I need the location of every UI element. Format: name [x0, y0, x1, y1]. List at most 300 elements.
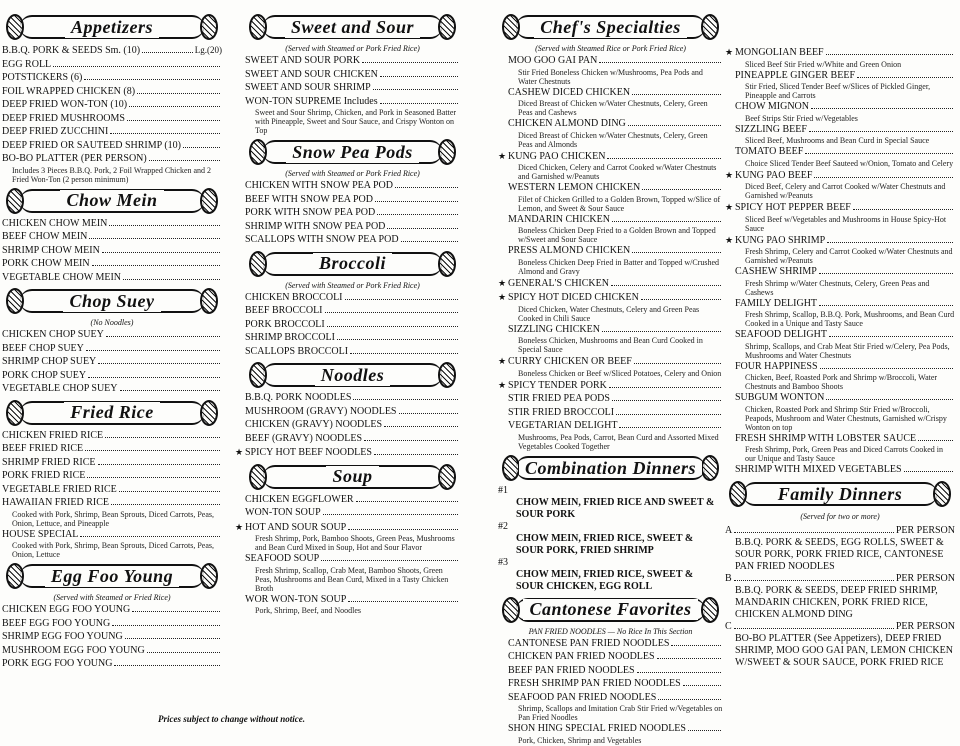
menu-item-name: SUBGUM WONTON: [735, 392, 825, 403]
menu-item-name: SPICY HOT DICED CHICKEN: [508, 292, 639, 303]
family-label: C: [725, 620, 732, 632]
menu-item-name: PORK FRIED RICE: [2, 470, 86, 481]
menu-item: [2, 383, 222, 396]
section-banner: [4, 561, 220, 591]
menu-section: [2, 561, 222, 671]
section-banner: [500, 595, 721, 625]
dot-leader: [356, 495, 458, 502]
menu-item-name: B.B.Q. PORK & SEEDS Sm. (10): [2, 45, 141, 56]
menu-item: [245, 55, 460, 68]
menu-section: [2, 286, 222, 396]
dot-leader: [125, 632, 220, 639]
ornament-right-icon: [438, 464, 456, 490]
menu-item: [245, 82, 460, 95]
price-footnote: Prices subject to change without notice.: [158, 714, 306, 724]
menu-item-row: [2, 231, 222, 244]
menu-item: [2, 44, 222, 58]
menu-section: [2, 12, 222, 184]
menu-item-row: [2, 126, 222, 139]
menu-item-row: [735, 146, 955, 159]
menu-item-name: SWEET AND SOUR SHRIMP: [245, 82, 371, 93]
column-1: [2, 10, 222, 672]
menu-item-row: [735, 70, 955, 83]
menu-item: [245, 305, 460, 318]
ornament-right-icon: [438, 14, 456, 40]
section-title: Snow Pea Pods: [286, 142, 419, 163]
dot-leader: [98, 357, 220, 364]
menu-item: [245, 180, 460, 193]
menu-item: [2, 272, 222, 285]
menu-item: [725, 433, 955, 464]
menu-item-row: [498, 379, 723, 393]
menu-item-name: CHICKEN CHOP SUEY: [2, 329, 104, 340]
menu-item-name: SHRIMP WITH MIXED VEGETABLES: [735, 464, 902, 475]
menu-item-description: Fresh Shrimp, Pork, Bamboo Shoots, Green Peas, Mushrooms and Bean Curd Mixed in Soup, Hot and Sour Flavor: [255, 534, 455, 552]
section-banner: [4, 398, 220, 428]
menu-item-name: SHRIMP EGG FOO YOUNG: [2, 631, 123, 642]
menu-item: [245, 194, 460, 207]
menu-item-row: [2, 356, 222, 369]
menu-item-row: [508, 182, 723, 195]
section-banner: [247, 12, 458, 42]
ornament-right-icon: [438, 139, 456, 165]
star-icon: ★: [498, 292, 507, 302]
menu-item-row: [245, 96, 460, 109]
menu-item-row: [2, 218, 222, 231]
menu-item-name: SHRIMP CHOP SUEY: [2, 356, 97, 367]
menu-item-row: [245, 494, 460, 507]
section-banner: [247, 249, 458, 279]
menu-item: [245, 96, 460, 136]
menu-item-name: WOR WON-TON SOUP: [245, 593, 347, 605]
dot-leader: [641, 293, 721, 300]
menu-item: [498, 407, 723, 420]
menu-item-row: [2, 430, 222, 443]
menu-item-row: [508, 723, 723, 736]
menu-item-name: CHICKEN ALMOND DING: [508, 118, 626, 129]
menu-item: [498, 324, 723, 355]
dot-leader: [147, 646, 220, 653]
menu-item-name: PORK CHOP SUEY: [2, 369, 87, 381]
star-icon: ★: [725, 234, 734, 245]
menu-item: [245, 553, 460, 593]
dot-leader: [110, 127, 220, 134]
dot-leader: [380, 70, 458, 77]
menu-item: [2, 658, 222, 671]
dot-leader: [609, 381, 721, 388]
menu-item-row: [508, 87, 723, 100]
menu-item-description: Shrimp, Scallops, and Crab Meat Stir Fried w/Celery, Pea Pods, Mushrooms and Water Chestnuts: [745, 341, 950, 360]
menu-item-row: [508, 665, 723, 678]
menu-item: [725, 266, 955, 297]
dot-leader: [364, 434, 458, 441]
section-banner: [4, 12, 220, 42]
menu-item-name: SCALLOPS WITH SNOW PEA POD: [245, 234, 399, 245]
dot-leader: [829, 330, 953, 337]
dot-leader: [183, 141, 220, 148]
dot-leader: [632, 88, 721, 95]
section-title: Broccoli: [313, 253, 392, 274]
menu-item: [245, 346, 460, 359]
menu-item-name: BO-BO PLATTER (PER PERSON): [2, 153, 147, 164]
menu-item-name: CHICKEN EGGFLOWER: [245, 493, 354, 505]
menu-item: [498, 277, 723, 291]
menu-item-description: Beef Strips Stir Fried w/Vegetables: [745, 113, 858, 123]
menu-item-row: [2, 245, 222, 258]
menu-item-description: Cooked with Pork, Shrimp, Bean Sprouts, Diced Carrots, Peas, Onion, Lettuce: [12, 541, 214, 559]
menu-item-name: SWEET AND SOUR PORK: [245, 55, 361, 66]
menu-item-description: Diced Beef, Celery and Carrot Cooked w/Water Chestnuts and Garnished w/Peanuts: [745, 182, 946, 200]
dot-leader: [384, 420, 458, 427]
menu-item-name: SHON HING SPECIAL FRIED NOODLES: [508, 723, 686, 734]
menu-item-description: Boneless Chicken, Mushrooms and Bean Curd Cooked in Special Sauce: [518, 336, 703, 354]
menu-item: [245, 406, 460, 419]
dot-leader: [634, 357, 721, 364]
dot-leader: [826, 393, 953, 400]
menu-item-row: [245, 319, 460, 332]
dot-leader: [820, 362, 953, 369]
menu-item-name: HOUSE SPECIAL: [2, 528, 79, 540]
menu-item-row: [508, 651, 723, 664]
dot-leader: [811, 102, 953, 109]
dot-leader: [734, 526, 894, 533]
menu-item-row: [735, 329, 955, 342]
menu-section: [245, 137, 460, 247]
dot-leader: [619, 421, 721, 428]
section-title: Chop Suey: [63, 291, 160, 312]
dot-leader: [323, 508, 458, 515]
menu-item: [498, 55, 723, 86]
star-icon: ★: [498, 356, 507, 366]
menu-item-name: KUNG PAO BEEF: [735, 169, 813, 181]
dot-leader: [132, 605, 220, 612]
menu-item-name: DEEP FRIED ZUCCHINI: [2, 126, 109, 137]
menu-item-description: Sliced Beef Stir Fried w/White and Green Onion: [745, 59, 902, 69]
menu-item: [2, 645, 222, 658]
menu-item-row: [2, 497, 222, 510]
menu-item-row: [735, 361, 955, 374]
menu-item: [235, 521, 460, 553]
menu-item-row: [725, 234, 955, 248]
menu-item-name: BEEF WITH SNOW PEA POD: [245, 193, 373, 205]
section-banner: [500, 453, 721, 483]
menu-item-row: [245, 305, 460, 318]
menu-item-name: DEEP FRIED MUSHROOMS: [2, 112, 125, 124]
star-icon: ★: [725, 202, 734, 212]
family-per-person: PER PERSON: [895, 620, 955, 632]
menu-item: [2, 631, 222, 644]
section-title: Chef's Specialties: [534, 17, 687, 38]
menu-section: [245, 12, 460, 135]
menu-item-name: SHRIMP BROCCOLI: [245, 332, 335, 343]
combination-value: CHOW MEIN, FRIED RICE, SWEET & SOUR CHICKEN, EGG ROLL: [516, 568, 694, 592]
menu-item: [245, 594, 460, 616]
menu-item-description: Shrimp, Scallops and Imitation Crab Stir Fried w/Vegetables on Pan Fried Noodles: [518, 704, 723, 722]
section-note: (No Noodles): [90, 318, 134, 327]
menu-item: [725, 169, 955, 201]
menu-item-description: Sliced Beef, Mushrooms and Bean Curd in Special Sauce: [745, 136, 930, 145]
section-note: (Served with Steamed Rice or Pork Fried Rice): [535, 44, 686, 53]
menu-item-name: STIR FRIED BROCCOLI: [508, 406, 615, 418]
menu-item: [498, 678, 723, 691]
menu-item-row: [245, 207, 460, 220]
dot-leader: [353, 393, 458, 400]
menu-item-row: [2, 343, 222, 356]
dot-leader: [826, 48, 953, 55]
menu-item-row: [2, 258, 222, 271]
menu-item-description: Sliced Beef w/Vegetables and Mushrooms in House Spicy-Hot Sauce: [745, 214, 947, 233]
menu-item-name: BEEF CHOW MEIN: [2, 231, 88, 242]
dot-leader: [819, 267, 953, 274]
menu-item-description: Mushrooms, Pea Pods, Carrot, Bean Curd and Assorted Mixed Vegetables Cooked Together: [518, 432, 719, 451]
ornament-right-icon: [200, 188, 218, 214]
menu-item-name: PORK BROCCOLI: [245, 318, 325, 330]
dot-leader: [602, 325, 721, 332]
section-note: (Served with Steamed or Pork Fried Rice): [285, 169, 420, 178]
dot-leader: [129, 100, 220, 107]
menu-item-description: Choice Sliced Tender Beef Sauteed w/Onion, Tomato and Celery: [745, 158, 954, 168]
menu-item: [245, 433, 460, 446]
menu-item-row: [2, 370, 222, 383]
menu-item-name: VEGETABLE FRIED RICE: [2, 483, 117, 495]
menu-item-description: Fresh Shrimp, Scallop, Crab Meat, Bamboo Shoots, Green Peas, Mushrooms and Bean Curd, Mixed in a Tasty Chicken Broth: [255, 565, 449, 593]
menu-item-name: VEGETARIAN DELIGHT: [508, 420, 618, 431]
section-note: PAN FRIED NOODLES — No Rice In This Section: [528, 626, 693, 636]
ornament-right-icon: [200, 563, 218, 589]
dot-leader: [85, 444, 220, 451]
star-icon: ★: [725, 47, 734, 57]
menu-item-row: [235, 446, 460, 460]
menu-item-name: CHICKEN EGG FOO YOUNG: [2, 604, 131, 615]
menu-item-name: SHRIMP CHOW MEIN: [2, 244, 100, 256]
menu-item: [725, 46, 955, 69]
menu-item-name: VEGETABLE CHOP SUEY: [2, 383, 118, 394]
menu-item-name: DEEP FRIED WON-TON (10): [2, 99, 128, 110]
menu-item-name: SEAFOOD DELIGHT: [735, 329, 827, 340]
menu-item: [2, 370, 222, 383]
dot-leader: [809, 125, 953, 132]
menu-item-name: FRESH SHRIMP PAN FRIED NOODLES: [508, 678, 681, 689]
menu-item-name: BEEF EGG FOO YOUNG: [2, 617, 111, 629]
menu-item-name: CHICKEN PAN FRIED NOODLES: [508, 651, 655, 662]
menu-item-row: [508, 324, 723, 337]
menu-item-row: [498, 150, 723, 164]
menu-item-name: CURRY CHICKEN OR BEEF: [508, 356, 632, 367]
dot-leader: [853, 203, 953, 210]
menu-item-name: MUSHROOM (GRAVY) NOODLES: [245, 405, 397, 417]
menu-item-row: [735, 392, 955, 405]
dot-leader: [375, 195, 458, 202]
menu-item-description: Includes 3 Pieces B.B.Q. Pork, 2 Foil Wrapped Chicken and 2 Fried Won-Ton (2 person minimum): [12, 165, 212, 184]
dot-leader: [337, 333, 458, 340]
menu-item-row: [2, 329, 222, 342]
menu-item-name: PORK EGG FOO YOUNG: [2, 658, 113, 669]
menu-section: [235, 360, 460, 460]
menu-item: [498, 214, 723, 245]
dot-leader: [607, 152, 721, 159]
menu-item: [245, 234, 460, 247]
combination-value: CHOW MEIN, FRIED RICE, SWEET & SOUR PORK, FRIED SHRIMP: [516, 532, 694, 556]
dot-leader: [657, 652, 721, 659]
menu-item-row: [245, 292, 460, 305]
menu-item: [725, 298, 955, 329]
menu-item-name: EGG ROLL: [2, 58, 52, 70]
menu-item: [498, 692, 723, 723]
menu-item: [2, 457, 222, 470]
menu-item-row: [245, 69, 460, 82]
dot-leader: [111, 498, 220, 505]
family-value: B.B.Q. PORK & SEEDS, DEEP FRIED SHRIMP, MANDARIN CHICKEN, PORK FRIED RICE, CHICKEN ALMOND DING: [735, 584, 938, 620]
section-banner: [247, 360, 458, 390]
menu-item-name: KUNG PAO CHICKEN: [508, 150, 606, 162]
family-value: B.B.Q. PORK & SEEDS, EGG ROLLS, SWEET & SOUR PORK, PORK FRIED RICE, CANTONESE PAN FRIED NOODLES: [735, 536, 944, 572]
menu-item-row: [245, 194, 460, 207]
menu-item-name: PORK WITH SNOW PEA POD: [245, 207, 376, 218]
combination-item: [498, 521, 723, 557]
menu-item-row: [2, 529, 222, 542]
menu-item-row: [2, 113, 222, 126]
menu-item: [498, 150, 723, 182]
menu-item-name: SPICY TENDER PORK: [508, 379, 607, 391]
menu-item: [245, 392, 460, 405]
menu-item-name: WON-TON SOUP: [245, 507, 321, 518]
family-item: [725, 621, 955, 669]
menu-item-row: [245, 346, 460, 359]
menu-item: [498, 245, 723, 276]
menu-item-name: FOIL WRAPPED CHICKEN (8): [2, 85, 136, 97]
family-item-line: [725, 573, 955, 585]
dot-leader: [362, 56, 458, 63]
menu-item-row: [735, 266, 955, 279]
menu-item-row: [245, 180, 460, 193]
dot-leader: [109, 219, 220, 226]
menu-item-name: WESTERN LEMON CHICKEN: [508, 182, 641, 193]
ornament-right-icon: [200, 288, 218, 314]
section-title: Fried Rice: [64, 402, 160, 423]
menu-item-name: MANDARIN CHICKEN: [508, 213, 610, 225]
menu-item-name: CASHEW SHRIMP: [735, 266, 817, 277]
menu-item-price: Lg.(20): [194, 45, 222, 55]
dot-leader: [327, 320, 458, 327]
dot-leader: [637, 666, 721, 673]
dot-leader: [671, 639, 721, 646]
menu-item-description: Chicken, Roasted Pork and Shrimp Stir Fried w/Broccoli, Peapods, Mushroom and Water Chestnuts, Garnished w/Crispy Wonton on top: [745, 404, 947, 432]
menu-item-row: [508, 678, 723, 691]
menu-item-row: [245, 553, 460, 566]
section-banner: [500, 12, 721, 42]
menu-item: [498, 118, 723, 149]
menu-item: [725, 101, 955, 123]
menu-item-row: [2, 484, 222, 497]
star-icon: ★: [498, 277, 507, 288]
ornament-right-icon: [438, 362, 456, 388]
menu-item-row: [735, 433, 955, 446]
menu-item-row: [245, 594, 460, 607]
section-title: Appetizers: [65, 17, 159, 38]
menu-item-row: [2, 272, 222, 285]
menu-item-row: [2, 44, 222, 58]
menu-item-row: [2, 383, 222, 396]
menu-item-row: [2, 443, 222, 456]
menu-item: [2, 140, 222, 153]
family-label: A: [725, 524, 733, 536]
menu-section: [235, 462, 460, 616]
menu-item-description: Cooked with Pork, Shrimp, Bean Sprouts, Diced Carrots, Peas, Onion, Lettuce, and Pineapple: [12, 509, 214, 528]
dot-leader: [119, 485, 220, 492]
family-item: [725, 573, 955, 621]
menu-item-row: [725, 46, 955, 60]
section-title: Soup: [326, 466, 378, 487]
section-banner: [247, 462, 458, 492]
menu-item: [2, 430, 222, 443]
menu-item: [2, 529, 222, 560]
section-title: Cantonese Favorites: [523, 599, 697, 620]
dot-leader: [84, 73, 220, 80]
dot-leader: [137, 87, 220, 94]
menu-section: [2, 186, 222, 285]
menu-item: [498, 87, 723, 118]
menu-item: [245, 221, 460, 234]
combination-dinners: [498, 453, 723, 593]
menu-item-name: CHICKEN WITH SNOW PEA POD: [245, 180, 393, 191]
section-note: (Served with Steamed or Pork Fried Rice): [285, 44, 420, 53]
column-3: [498, 10, 723, 746]
menu-section: [2, 398, 222, 560]
combination-item: [498, 485, 723, 521]
ornament-right-icon: [933, 481, 951, 507]
menu-item-name: B.B.Q. PORK NOODLES: [245, 392, 352, 403]
dot-leader: [89, 232, 220, 239]
menu-section: [725, 46, 955, 477]
menu-item: [2, 59, 222, 72]
section-banner: [247, 137, 458, 167]
dot-leader: [612, 215, 721, 222]
menu-item: [245, 494, 460, 507]
family-per-person: PER PERSON: [895, 524, 955, 536]
menu-item-description: Stir Fried, Sliced Tender Beef w/Slices of Pickled Ginger, Pineapple and Carrots: [745, 82, 931, 100]
ornament-right-icon: [701, 14, 719, 40]
menu-item-description: Pork, Chicken, Shrimp and Vegetables: [518, 735, 642, 745]
menu-item: [725, 361, 955, 392]
menu-item-row: [508, 55, 723, 68]
dot-leader: [98, 458, 220, 465]
menu-item-name: SHRIMP FRIED RICE: [2, 456, 96, 468]
menu-item-name: CHICKEN FRIED RICE: [2, 429, 104, 441]
menu-item-row: [2, 72, 222, 85]
menu-item: [498, 638, 723, 651]
menu-item-name: SEAFOOD PAN FRIED NOODLES: [508, 691, 657, 703]
section-title: Sweet and Sour: [285, 17, 420, 38]
menu-item-row: [245, 234, 460, 247]
combination-value: CHOW MEIN, FRIED RICE AND SWEET & SOUR PORK: [516, 496, 715, 520]
menu-item: [2, 113, 222, 126]
menu-item: [245, 332, 460, 345]
dot-leader: [123, 273, 220, 280]
dot-leader: [86, 344, 220, 351]
dot-leader: [120, 384, 221, 391]
menu-item-row: [2, 153, 222, 166]
menu-item: [245, 319, 460, 332]
menu-item-name: FOUR HAPPINESS: [735, 360, 818, 372]
dot-leader: [642, 183, 721, 190]
menu-item-name: CASHEW DICED CHICKEN: [508, 86, 631, 98]
menu-item: [235, 446, 460, 460]
dot-leader: [348, 523, 458, 530]
combination-item: [498, 557, 723, 593]
menu-item: [2, 153, 222, 184]
menu-item-row: [735, 464, 955, 477]
menu-item-name: SIZZLING CHICKEN: [508, 323, 600, 335]
